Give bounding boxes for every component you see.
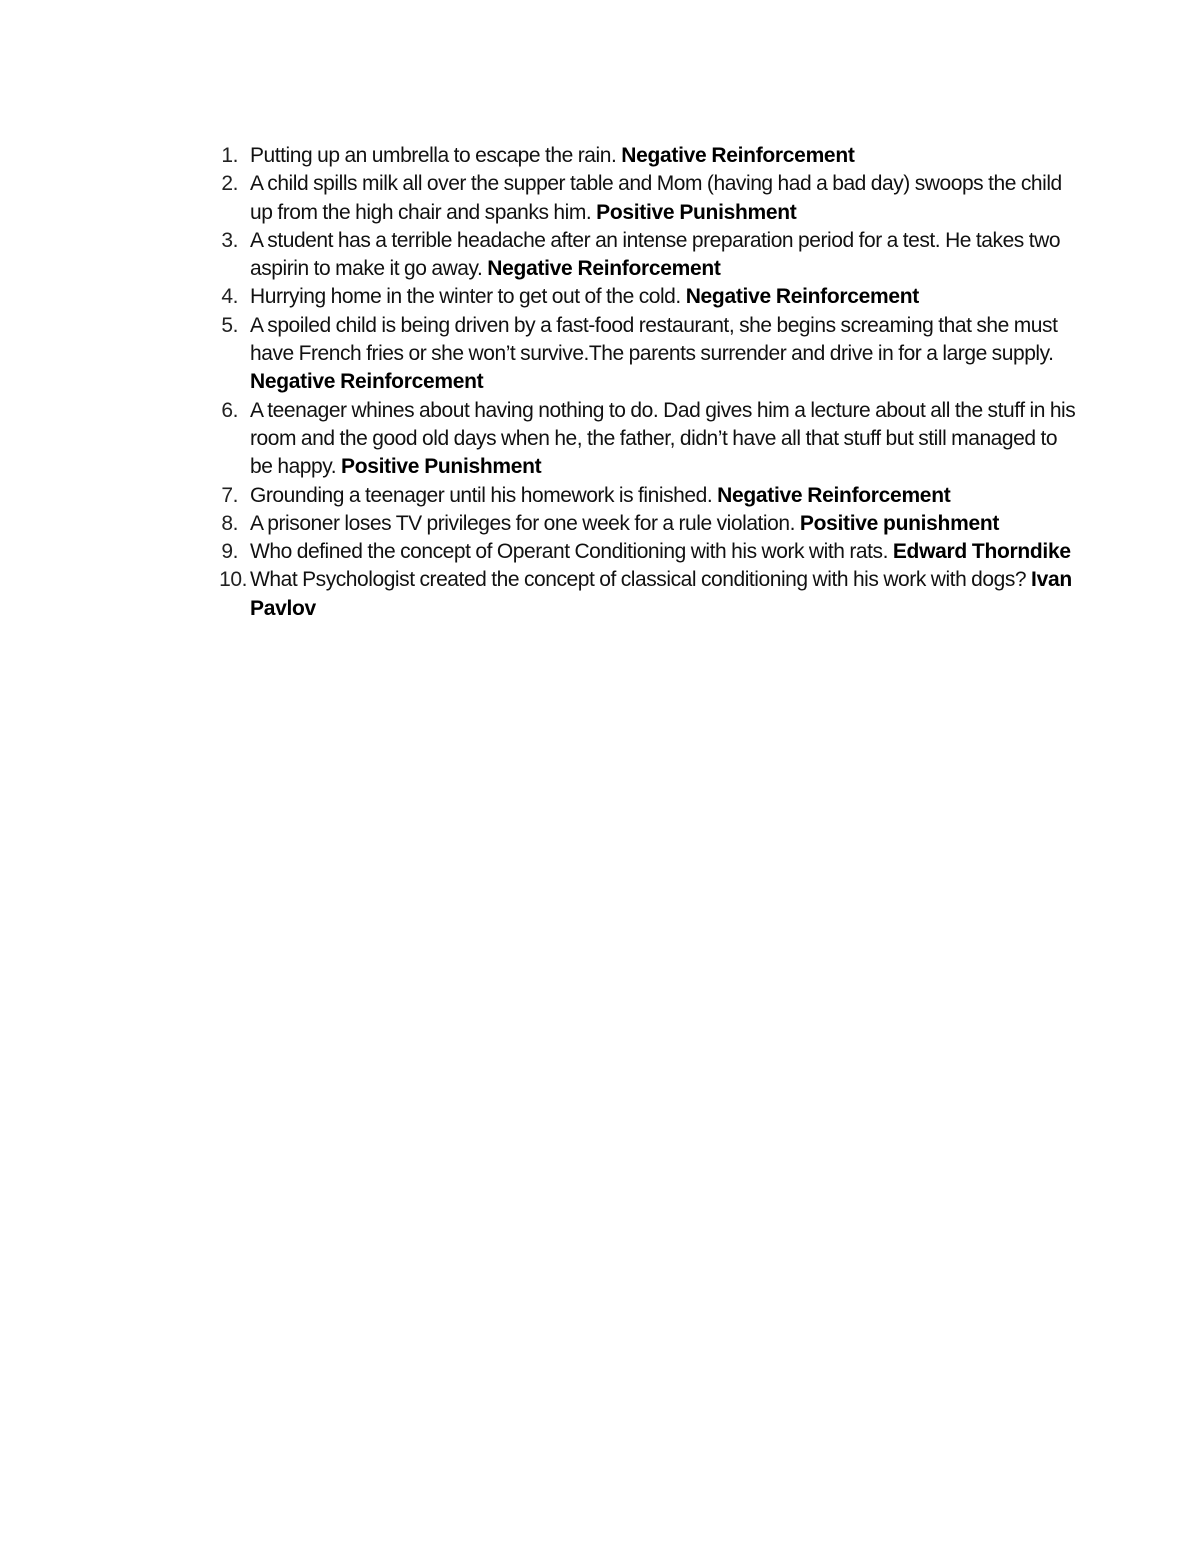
- item-number: 4.: [221, 285, 238, 309]
- question-list: [200, 142, 1080, 623]
- list-item: [200, 312, 1080, 397]
- list-item: [200, 227, 1080, 284]
- question-text: A spoiled child is being driven by a fast-food restaurant, she begins screaming that she must have French fries or she won’t survive.The parents surrender and drive in for a large supply.: [250, 313, 1058, 366]
- answer-text: Negative Reinforcement: [685, 285, 919, 309]
- question-text: Grounding a teenager until his homework is finished.: [250, 483, 718, 507]
- question-text: A teenager whines about having nothing to do. Dad gives him a lecture about all the stuff in his room and the good old days when he, the father, didn’t have all that stuff but still managed to be happy.: [250, 398, 1076, 479]
- item-number: 5.: [221, 313, 238, 337]
- item-body: [250, 397, 1080, 482]
- answer-text: Negative Reinforcement: [621, 144, 855, 167]
- answer-text: Negative Reinforcement: [487, 257, 721, 281]
- question-text: Hurrying home in the winter to get out of the cold.: [250, 285, 686, 309]
- answer-text: Positive Punishment: [596, 200, 797, 224]
- item-body: [250, 538, 1080, 566]
- answer-text: Positive Punishment: [341, 455, 542, 479]
- question-text: What Psychologist created the concept of classical conditioning with his work with dogs?: [250, 568, 1032, 592]
- item-body: [250, 510, 1080, 538]
- list-item: [200, 566, 1080, 623]
- item-body: [250, 142, 1080, 170]
- question-text: A student has a terrible headache after an intense preparation period for a test. He takes two aspirin to make it go away.: [250, 228, 1061, 281]
- question-text: A child spills milk all over the supper table and Mom (having had a bad day) swoops the child up from the high chair and spanks him.: [250, 172, 1062, 224]
- item-body: [250, 227, 1080, 284]
- item-number: 1.: [221, 144, 238, 167]
- answer-text: Positive punishment: [799, 511, 1000, 535]
- item-number: 6.: [221, 398, 238, 422]
- answer-text: Negative Reinforcement: [717, 483, 951, 507]
- item-body: [250, 566, 1080, 623]
- list-item: [200, 170, 1080, 227]
- item-number: 9.: [221, 540, 238, 564]
- list-item: [200, 538, 1080, 566]
- answer-text: Ivan Pavlov: [250, 568, 1072, 620]
- answer-text: Edward Thorndike: [892, 540, 1071, 564]
- item-body: [250, 482, 1080, 510]
- item-number: 7.: [221, 483, 238, 507]
- item-body: [250, 312, 1080, 397]
- item-number: 10.: [219, 568, 247, 592]
- question-text: Who defined the concept of Operant Conditioning with his work with rats.: [250, 540, 893, 564]
- list-item: [200, 142, 1080, 170]
- question-text: A prisoner loses TV privileges for one week for a rule violation.: [250, 511, 800, 535]
- item-number: 2.: [221, 172, 238, 196]
- question-text: Putting up an umbrella to escape the rain.: [250, 144, 622, 167]
- item-number: 3.: [221, 228, 238, 252]
- answer-text: Negative Reinforcement: [250, 370, 484, 394]
- list-item: [200, 283, 1080, 311]
- list-item: [200, 482, 1080, 510]
- item-body: [250, 283, 1080, 311]
- item-number: 8.: [221, 511, 238, 535]
- list-item: [200, 510, 1080, 538]
- list-item: [200, 397, 1080, 482]
- item-body: [250, 170, 1080, 227]
